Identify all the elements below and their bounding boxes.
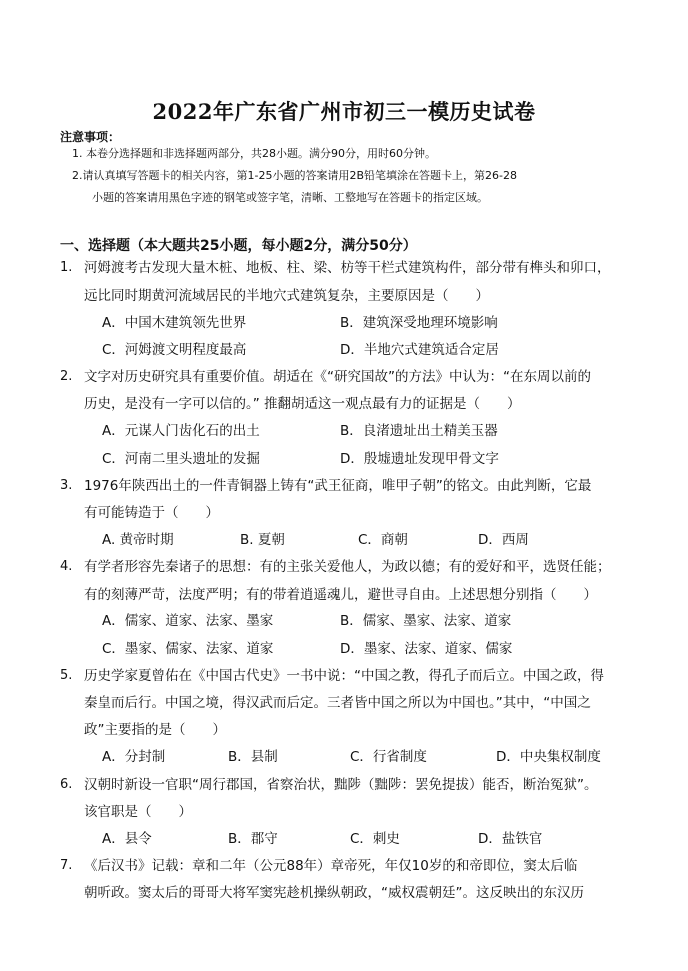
option-c: C．刺史	[350, 831, 400, 847]
option-d: D．半地穴式建筑适合定居	[340, 342, 499, 358]
option-b: B．良渚遗址出土精美玉器	[340, 423, 498, 439]
notice-item-1: 1. 本卷分选择题和非选择题两部分，共28小题。满分90分，用时60分钟。	[72, 147, 436, 160]
option-b: B．郡守	[228, 831, 278, 847]
option-a: A．元谋人门齿化石的出土	[102, 423, 260, 439]
notice-heading: 注意事项：	[60, 130, 121, 144]
notice-item-2: 2.请认真填写答题卡的相关内容，第1-25小题的答案请用2B铅笔填涂在答题卡上，第26-28	[72, 169, 517, 182]
option-a: A．儒家、道家、法家、墨家	[102, 613, 274, 629]
option-b: B．儒家、墨家、法家、道家	[340, 613, 512, 629]
option-d: D．殷墟遗址发现甲骨文字	[340, 451, 499, 467]
page-title: 2022年广东省广州市初三一模历史试卷	[152, 99, 536, 124]
question-number: 6.	[60, 777, 73, 792]
question-text: 历史学家夏曾佑在《中国古代史》一书中说：“中国之教，得孔子而后立。中国之政，得	[84, 668, 604, 684]
option-c: C．墨家、儒家、法家、道家	[102, 641, 274, 657]
question-text: 有的刻薄严苛，法度严明；有的带着逍遥魂儿，避世寻自由。上述思想分别指（ ）	[84, 587, 597, 603]
option-a: A. 黄帝时期	[102, 532, 174, 548]
option-b: B．建筑深受地理环境影响	[340, 315, 498, 331]
option-a: A．县令	[102, 831, 152, 847]
question-number: 2.	[60, 369, 73, 384]
notice-item-3: 小题的答案请用黑色字迹的钢笔或签字笔，清晰、工整地写在答题卡的指定区域。	[92, 191, 488, 204]
question-text: 文字对历史研究具有重要价值。胡适在《“研究国故”的方法》中认为：“在东周以前的	[84, 369, 591, 385]
question-text: 河姆渡考古发现大量木桩、地板、柱、梁、枋等干栏式建筑构件，部分带有榫头和卯口，	[84, 260, 611, 276]
option-c: C．商朝	[358, 532, 408, 548]
question-text: 秦皇而后行。中国之境，得汉武而后定。三者皆中国之所以为中国也。”其中，“中国之	[84, 695, 591, 711]
question-text: 政”主要指的是（ ）	[84, 722, 226, 738]
option-a: A．分封制	[102, 749, 166, 765]
question-text: 有可能铸造于（ ）	[84, 505, 219, 521]
question-text: 远比同时期黄河流域居民的半地穴式建筑复杂，主要原因是（ ）	[84, 288, 489, 304]
option-d: D．盐铁官	[478, 831, 543, 847]
question-number: 1.	[60, 260, 73, 275]
option-b: B．县制	[228, 749, 278, 765]
question-text: 汉朝时新设一官职“周行郡国，省察治状，黜陟（黜陟：罢免提拔）能否，断治冤狱”。	[84, 777, 598, 793]
option-c: C．河南二里头遗址的发掘	[102, 451, 260, 467]
question-text: 1976年陕西出土的一件青铜器上铸有“武王征商，唯甲子朝”的铭文。由此判断，它最	[84, 478, 592, 494]
question-number: 7.	[60, 858, 73, 873]
option-a: A．中国木建筑领先世界	[102, 315, 247, 331]
option-c: C．河姆渡文明程度最高	[102, 342, 247, 358]
option-d: D．西周	[478, 532, 529, 548]
question-text: 朝听政。窦太后的哥哥大将军窦宪趁机操纵朝政，“威权震朝廷”。这反映出的东汉历	[84, 885, 584, 901]
option-d: D．中央集权制度	[496, 749, 601, 765]
question-number: 4.	[60, 559, 73, 574]
question-text: 历史，是没有一字可以信的。” 推翻胡适这一观点最有力的证据是（ ）	[84, 396, 521, 412]
option-d: D．墨家、法家、道家、儒家	[340, 641, 513, 657]
question-text: 该官职是（ ）	[84, 804, 192, 820]
option-b: B. 夏朝	[240, 532, 285, 548]
question-number: 5.	[60, 668, 73, 683]
question-text: 有学者形容先秦诸子的思想：有的主张关爱他人，为政以德；有的爱好和平，选贤任能；	[84, 559, 611, 575]
question-number: 3.	[60, 478, 73, 493]
section-heading: 一、选择题（本大题共25小题，每小题2分，满分50分）	[60, 238, 417, 254]
option-c: C．行省制度	[350, 749, 427, 765]
question-text: 《后汉书》记载：章和二年（公元88年）章帝死，年仅10岁的和帝即位，窦太后临	[84, 858, 578, 874]
